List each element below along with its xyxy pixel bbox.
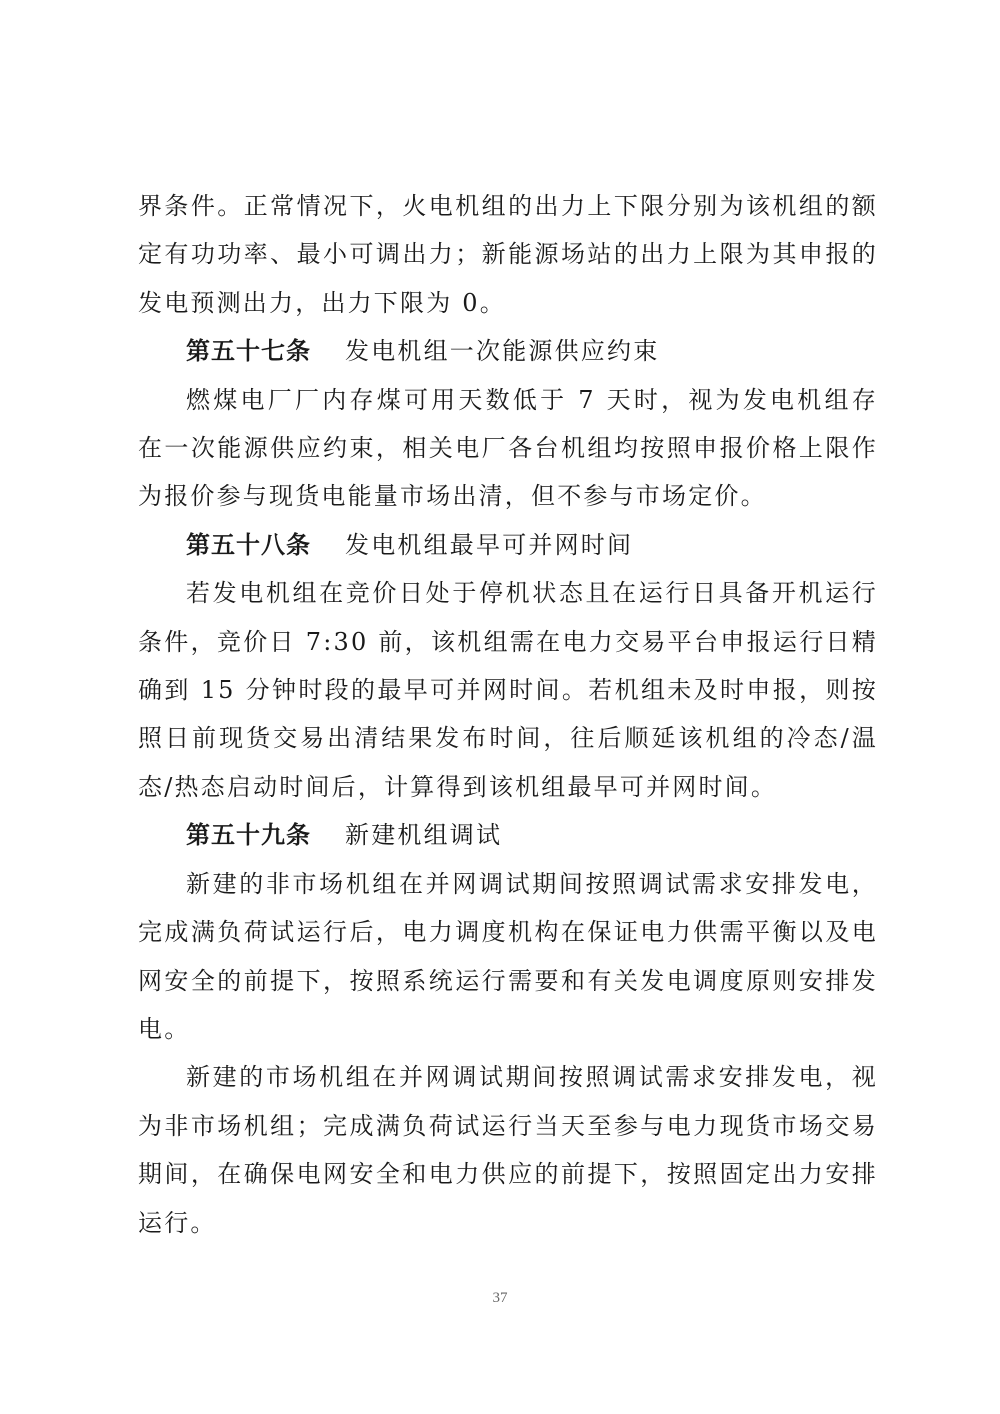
article-58 [138,521,878,811]
article-number: 第五十七条 [186,337,311,366]
article-paragraph: 燃煤电厂厂内存煤可用天数低于 7 天时，视为发电机组存在一次能源供应约束，相关电厂各台机组均按照申报价格上限作为报价参与现货电能量市场出清，但不参与市场定价。 [138,385,878,511]
article-59 [138,811,878,1247]
article-title: 发电机组一次能源供应约束 [345,337,660,366]
article-heading [138,811,878,859]
page-number: 37 [492,1290,508,1306]
article-title: 发电机组最早可并网时间 [345,530,634,559]
article-paragraph: 若发电机组在竞价日处于停机状态且在运行日具备开机运行条件，竞价日 7:30 前，该机组需在电力交易平台申报运行日精确到 15 分钟时段的最早可并网时间。若机组未及时申报，则按照日前现货交易出清结果发布时间，往后顺延该机组的冷态/温态/热态启动时间后，计算得到该机组最早可并网时间。 [138,579,878,801]
article-number: 第五十八条 [186,530,311,559]
article-title: 新建机组调试 [345,821,503,850]
article-heading [138,521,878,569]
article-57 [138,327,878,521]
article-paragraph: 新建的市场机组在并网调试期间按照调试需求安排发电，视为非市场机组；完成满负荷试运行当天至参与电力现货市场交易期间，在确保电网安全和电力供应的前提下，按照固定出力安排运行。 [138,1063,878,1237]
article-paragraph: 新建的非市场机组在并网调试期间按照调试需求安排发电，完成满负荷试运行后，电力调度机构在保证电力供需平衡以及电网安全的前提下，按照系统运行需要和有关发电调度原则安排发电。 [138,869,878,1043]
article-number: 第五十九条 [186,821,311,850]
document-body [138,182,878,1247]
article-heading [138,327,878,375]
continuation-paragraph: 界条件。正常情况下，火电机组的出力上下限分别为该机组的额定有功功率、最小可调出力；新能源场站的出力上限为其申报的发电预测出力，出力下限为 0。 [138,192,878,317]
